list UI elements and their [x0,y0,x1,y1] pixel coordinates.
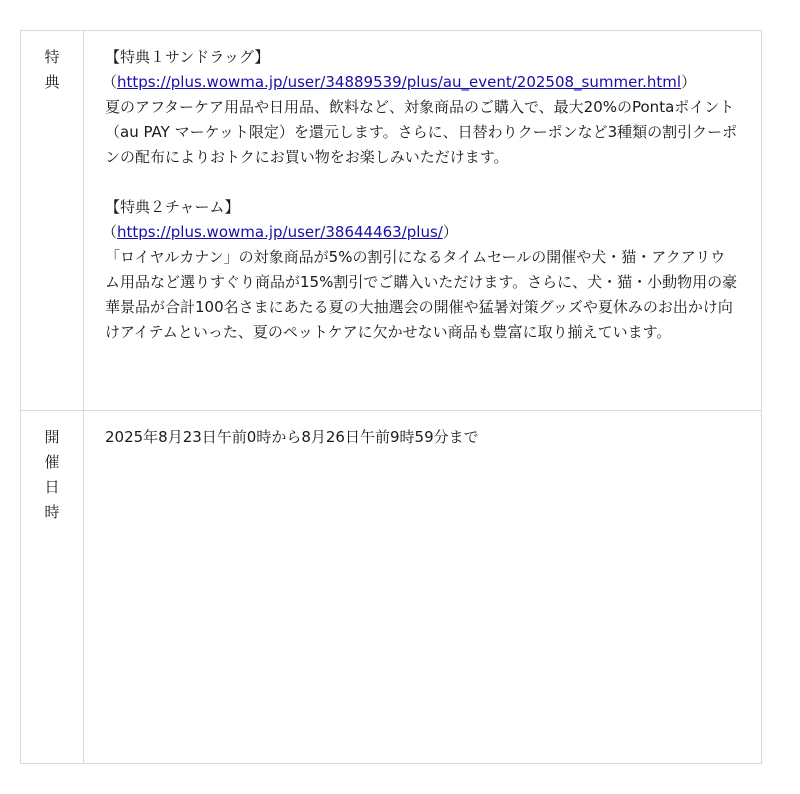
label-cell-benefits [21,31,84,410]
benefit-1-close-paren: ） [681,73,697,91]
benefit-2-open-paren: （ [102,223,118,241]
benefit-spacer [105,170,739,195]
info-table [20,30,762,764]
label-cell-schedule [21,410,84,763]
benefit-1-link[interactable]: https://plus.wowma.jp/user/34889539/plus/au_event/202508_summer.html [117,73,682,91]
schedule-value: 2025年8月23日午前0時から8月26日午前9時59分まで [105,428,479,446]
benefit-2-link-line [102,220,739,245]
benefit-2-description: 「ロイヤルカナン」の対象商品が5%の割引になるタイムセールの開催や犬・猫・アクアリウム用品など選りすぐり商品が15%割引でご購入いただけます。さらに、犬・猫・小動物用の豪華景品が合計100名さまにあたる夏の大抽選会の開催や猛暑対策グッズや夏休みのお出かけ向けアイテムといった、夏のペットケアに欠かせない商品も豊富に取り揃えています。 [105,248,738,341]
benefit-1-open-paren: （ [102,73,118,91]
benefit-2-link[interactable]: https://plus.wowma.jp/user/38644463/plus/ [117,223,443,241]
benefit-1-link-line [102,70,739,95]
value-cell-schedule [84,410,761,763]
value-cell-benefits [84,31,761,410]
benefit-2-close-paren: ） [442,223,458,241]
benefit-1-description: 夏のアフターケア用品や日用品、飲料など、対象商品のご購入で、最大20%のPontaポイント（au PAY マーケット限定）を還元します。さらに、日替わりクーポンなど3種類の割引クーポンの配布によりおトクにお買い物をお楽しみいただけます。 [105,98,738,166]
benefit-2-heading: 【特典２チャーム】 [105,198,240,216]
label-schedule: 開催日時 [44,428,60,521]
label-benefits: 特典 [44,48,60,91]
benefit-1-heading: 【特典１サンドラッグ】 [105,48,270,66]
